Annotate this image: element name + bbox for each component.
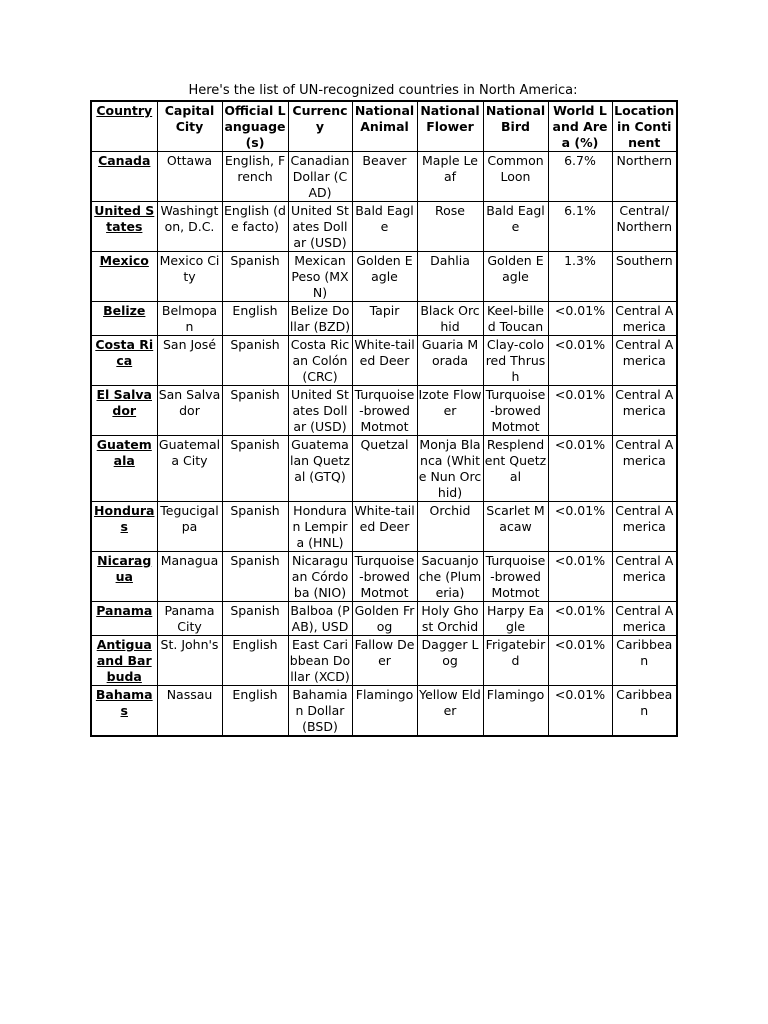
cell-currency: Guatemalan Quetzal (GTQ): [288, 436, 352, 502]
cell-land-area: 6.7%: [548, 152, 612, 202]
cell-flower: Guaria Morada: [417, 336, 483, 386]
cell-animal: Turquoise-browed Motmot: [352, 386, 417, 436]
table-row: [91, 202, 677, 252]
cell-capital: Tegucigalpa: [157, 502, 222, 552]
cell-language: Spanish: [222, 386, 288, 436]
cell-location: Northern: [612, 152, 677, 202]
cell-land-area: <0.01%: [548, 686, 612, 737]
cell-bird: Golden Eagle: [483, 252, 548, 302]
cell-bird: Scarlet Macaw: [483, 502, 548, 552]
cell-country: Costa Rica: [91, 336, 157, 386]
cell-language: English: [222, 686, 288, 737]
cell-land-area: <0.01%: [548, 386, 612, 436]
cell-location: Central America: [612, 502, 677, 552]
cell-country: Panama: [91, 602, 157, 636]
cell-currency: Nicaraguan Córdoba (NIO): [288, 552, 352, 602]
cell-flower: Black Orchid: [417, 302, 483, 336]
header-currency: Currency: [288, 101, 352, 152]
cell-land-area: 1.3%: [548, 252, 612, 302]
cell-bird: Turquoise-browed Motmot: [483, 552, 548, 602]
cell-animal: Fallow Deer: [352, 636, 417, 686]
cell-bird: Clay-colored Thrush: [483, 336, 548, 386]
cell-location: Central America: [612, 602, 677, 636]
cell-location: Central America: [612, 302, 677, 336]
cell-location: Central/ Northern: [612, 202, 677, 252]
cell-country: Nicaragua: [91, 552, 157, 602]
header-animal: National Animal: [352, 101, 417, 152]
cell-bird: Keel-billed Toucan: [483, 302, 548, 336]
cell-capital: Panama City: [157, 602, 222, 636]
countries-table: [90, 100, 678, 737]
cell-currency: East Caribbean Dollar (XCD): [289, 637, 351, 684]
cell-animal: Flamingo: [352, 686, 417, 737]
header-capital: Capital City: [157, 101, 222, 152]
cell-bird: Harpy Eagle: [483, 602, 548, 636]
cell-capital: Belmopan: [157, 302, 222, 336]
cell-capital: Managua: [157, 552, 222, 602]
cell-land-area: <0.01%: [548, 602, 612, 636]
cell-country: Mexico: [91, 252, 157, 302]
cell-flower: Maple Leaf: [417, 152, 483, 202]
cell-capital: San José: [157, 336, 222, 386]
cell-country: Bahamas: [91, 686, 157, 737]
cell-animal: Bald Eagle: [352, 202, 417, 252]
table-row: [91, 336, 677, 386]
cell-capital: Ottawa: [157, 152, 222, 202]
table-row: [91, 252, 677, 302]
cell-bird: Common Loon: [483, 152, 548, 202]
cell-land-area: 6.1%: [548, 202, 612, 252]
cell-capital: Guatemala City: [157, 436, 222, 502]
table-row: [91, 636, 677, 686]
cell-currency: United States Dollar (USD): [288, 386, 352, 436]
cell-currency: Balboa (PAB), USD: [288, 602, 352, 636]
cell-country: Antigua and Barbuda: [91, 636, 157, 686]
cell-location: Central America: [612, 436, 677, 502]
cell-capital: Washington, D.C.: [157, 202, 222, 252]
cell-flower: Yellow Elder: [417, 686, 483, 737]
cell-country: United States: [91, 202, 157, 252]
cell-language: Spanish: [222, 252, 288, 302]
cell-capital: St. John's: [157, 636, 222, 686]
cell-location: Central America: [612, 552, 677, 602]
cell-flower: Monja Blanca (White Nun Orchid): [418, 437, 482, 500]
cell-language: English: [222, 636, 288, 686]
table-row: [91, 302, 677, 336]
cell-currency: Bahamian Dollar (BSD): [288, 686, 352, 737]
cell-location: Southern: [612, 252, 677, 302]
table-row: [91, 686, 677, 737]
cell-language: English: [222, 302, 288, 336]
header-bird: National Bird: [483, 101, 548, 152]
cell-country: Guatemala: [91, 436, 157, 502]
cell-country: Honduras: [91, 502, 157, 552]
header-location: Location in Continent: [612, 101, 677, 152]
cell-flower: Orchid: [417, 502, 483, 552]
header-land-area: World Land Area (%): [548, 101, 612, 152]
cell-animal: Tapir: [352, 302, 417, 336]
cell-country: Belize: [91, 302, 157, 336]
cell-bird: Frigatebird: [483, 636, 548, 686]
cell-language: Spanish: [222, 502, 288, 552]
cell-land-area: <0.01%: [548, 302, 612, 336]
table-row: [91, 386, 677, 436]
cell-country: El Salvador: [91, 386, 157, 436]
cell-animal: Golden Frog: [352, 602, 417, 636]
cell-land-area: <0.01%: [548, 636, 612, 686]
cell-land-area: <0.01%: [548, 502, 612, 552]
cell-currency: Canadian Dollar (CAD): [288, 152, 352, 202]
cell-language: English, French: [222, 152, 288, 202]
cell-language: Spanish: [222, 436, 288, 502]
table-caption: Here's the list of UN-recognized countries in North America:: [188, 83, 578, 98]
cell-flower: Dahlia: [417, 252, 483, 302]
cell-bird: Resplendent Quetzal: [483, 436, 548, 502]
cell-bird: Turquoise-browed Motmot: [483, 386, 548, 436]
cell-currency: Belize Dollar (BZD): [289, 303, 351, 334]
cell-language: Spanish: [222, 336, 288, 386]
table-row: [91, 552, 677, 602]
cell-country: Canada: [91, 152, 157, 202]
cell-animal: Beaver: [352, 152, 417, 202]
table-row: [91, 502, 677, 552]
cell-capital: Nassau: [157, 686, 222, 737]
cell-land-area: <0.01%: [548, 336, 612, 386]
cell-bird: Bald Eagle: [483, 202, 548, 252]
cell-location: Caribbean: [612, 636, 677, 686]
cell-flower: Rose: [417, 202, 483, 252]
cell-flower: Dagger Log: [417, 636, 483, 686]
cell-capital: San Salvador: [157, 386, 222, 436]
cell-animal: White-tailed Deer: [352, 502, 417, 552]
cell-animal: Golden Eagle: [352, 252, 417, 302]
cell-language: Spanish: [222, 552, 288, 602]
cell-location: Central America: [612, 336, 677, 386]
cell-animal: White-tailed Deer: [352, 336, 417, 386]
cell-capital: Mexico City: [157, 252, 222, 302]
cell-land-area: <0.01%: [548, 552, 612, 602]
cell-currency: Honduran Lempira (HNL): [288, 502, 352, 552]
table-row: [91, 436, 677, 502]
cell-language: English (de facto): [222, 202, 288, 252]
header-language: Official Language (s): [222, 101, 288, 152]
cell-flower: Izote Flower: [417, 386, 483, 436]
cell-flower: Sacuanjoche (Plumeria): [418, 553, 482, 600]
header-flower: National Flower: [417, 101, 483, 152]
header-row: [91, 101, 677, 152]
table-row: [91, 602, 677, 636]
cell-currency: Mexican Peso (MXN): [288, 252, 352, 302]
cell-flower: Holy Ghost Orchid: [417, 602, 483, 636]
cell-animal: Turquoise-browed Motmot: [352, 552, 417, 602]
cell-currency: Costa Rican Colón (CRC): [288, 336, 352, 386]
cell-currency: United States Dollar (USD): [288, 202, 352, 252]
cell-land-area: <0.01%: [548, 436, 612, 502]
cell-bird: Flamingo: [483, 686, 548, 737]
cell-language: Spanish: [222, 602, 288, 636]
cell-location: Central America: [612, 386, 677, 436]
cell-location: Caribbean: [612, 686, 677, 737]
cell-animal: Quetzal: [352, 436, 417, 502]
table-row: [91, 152, 677, 202]
header-country: Country: [91, 101, 157, 152]
